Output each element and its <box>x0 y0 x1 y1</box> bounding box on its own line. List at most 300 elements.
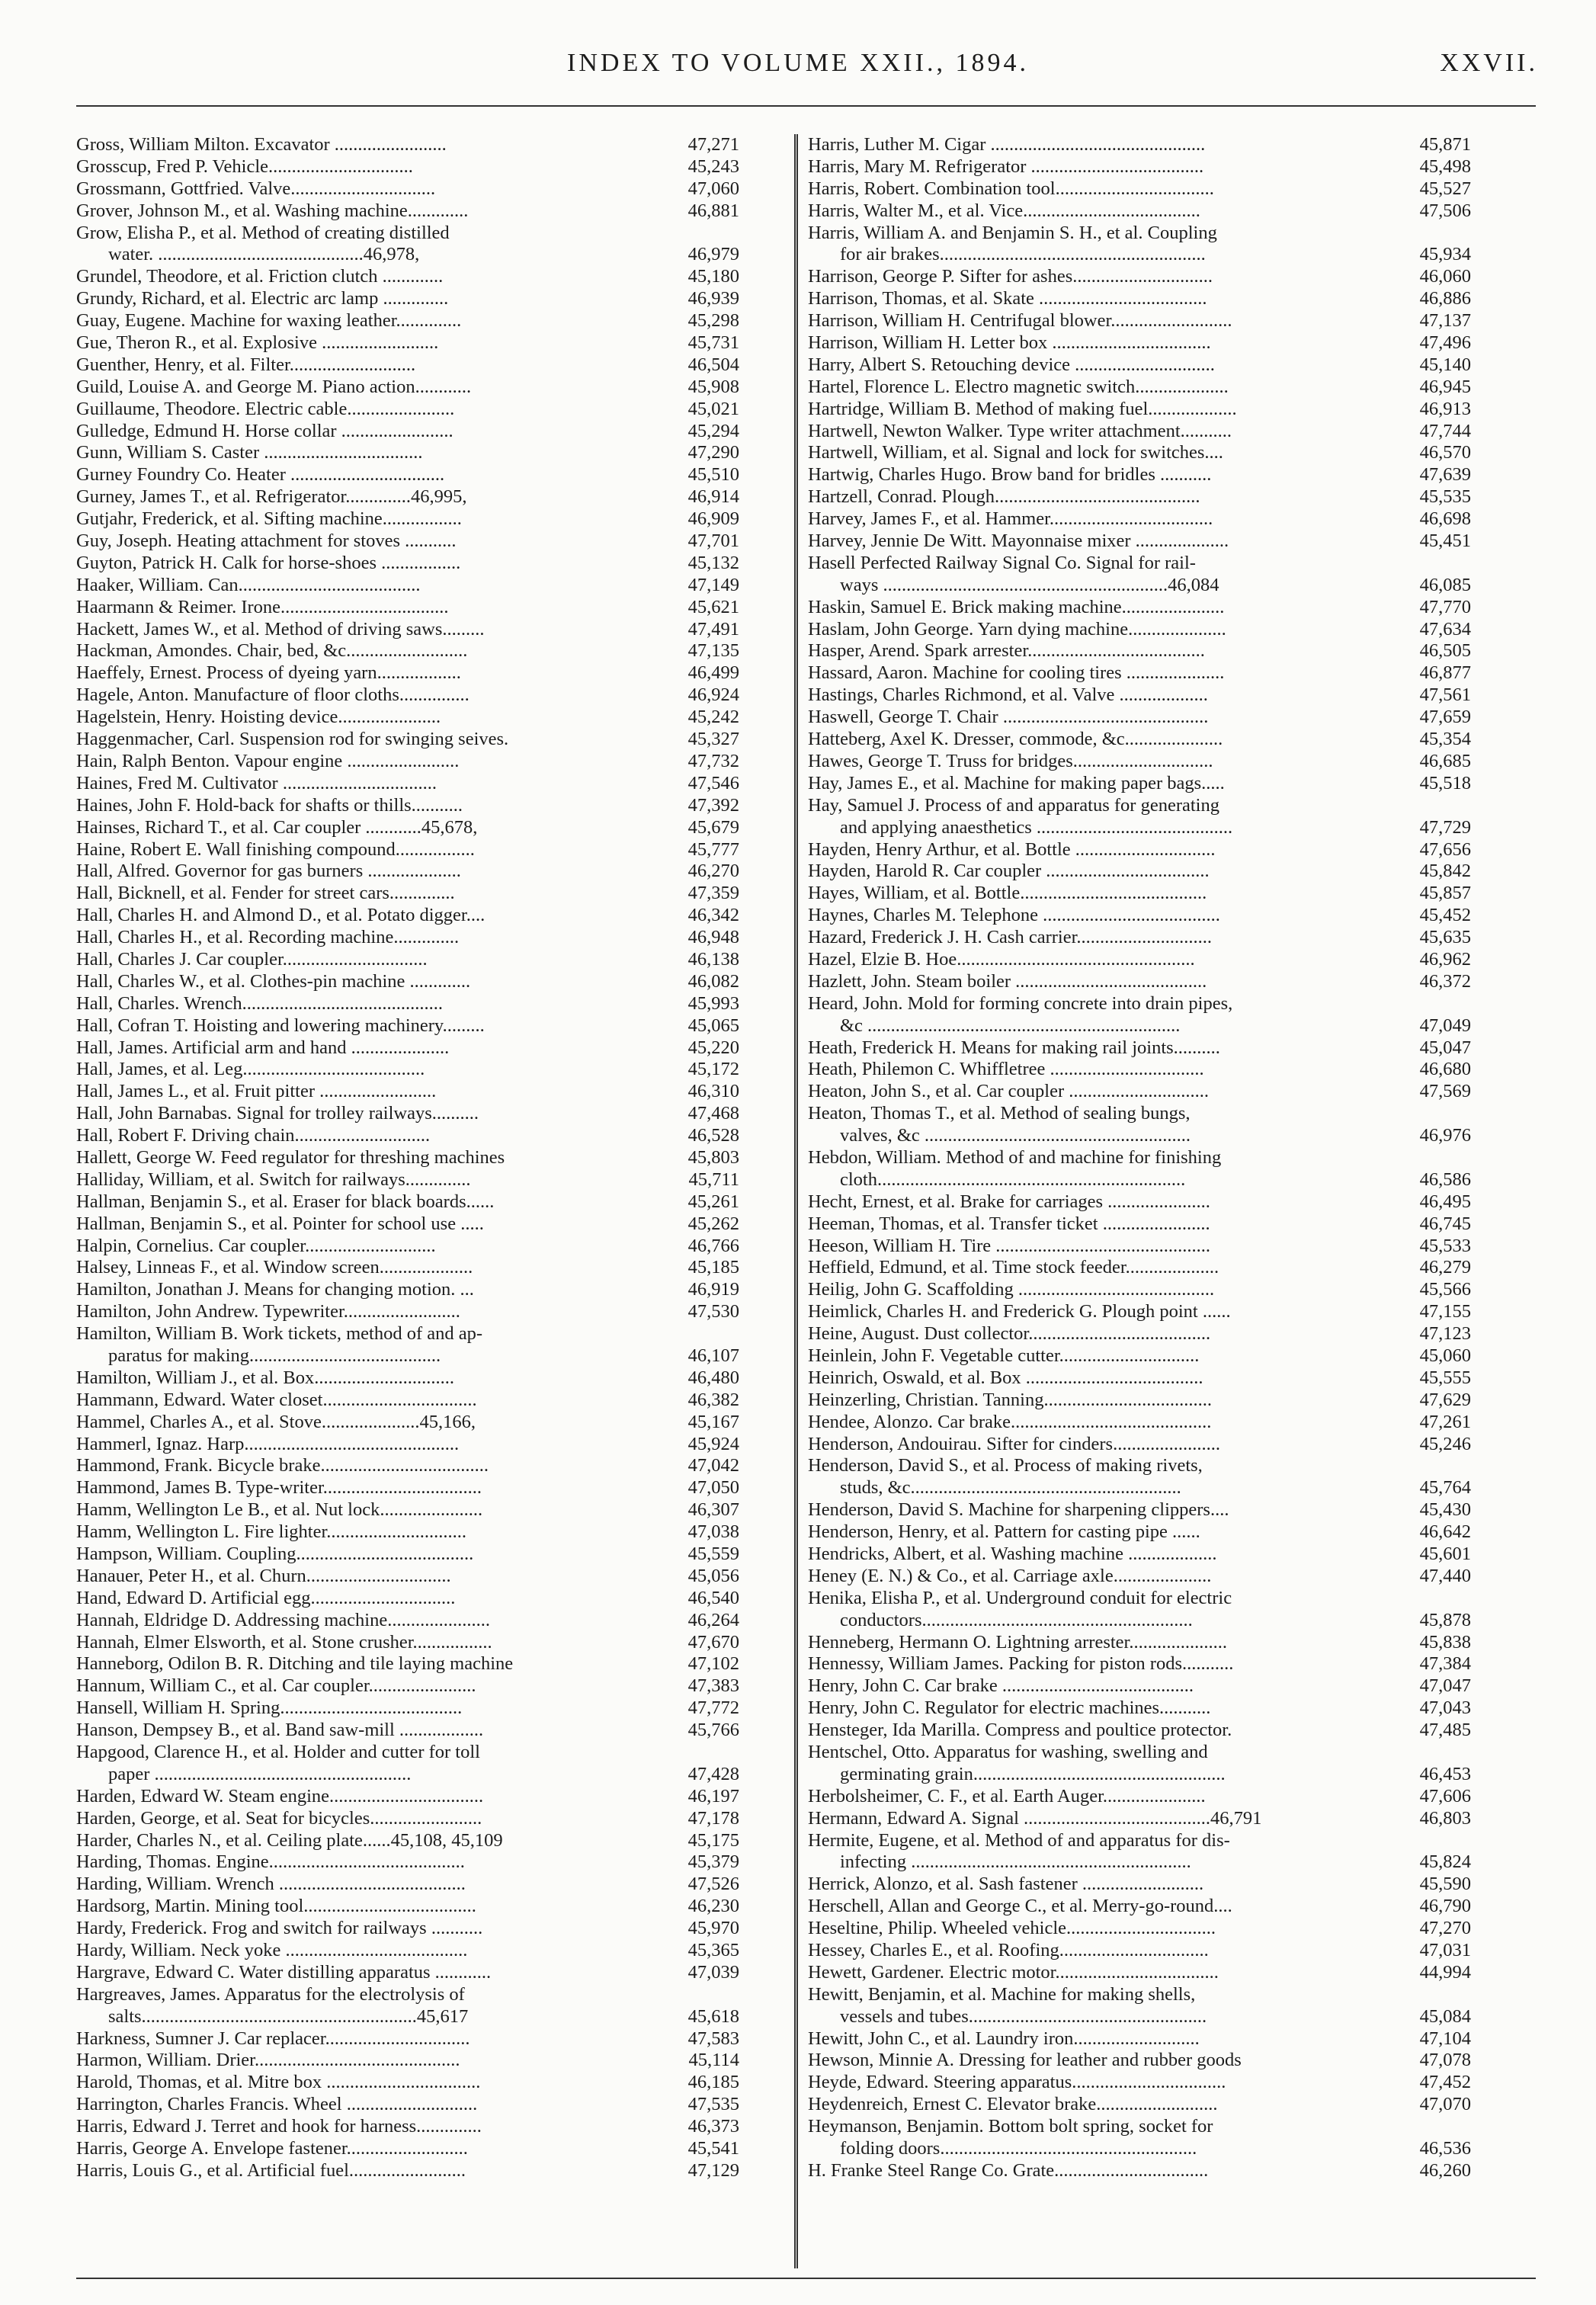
index-entry <box>808 156 1471 178</box>
patent-number: 45,711 <box>688 1169 739 1190</box>
patent-number: 45,452 <box>1419 905 1471 926</box>
patent-number: 45,261 <box>687 1191 739 1212</box>
entry-text: Hammerl, Ignaz. Harp.............................................. <box>76 1433 460 1454</box>
entry-text: Hagelstein, Henry. Hoisting device...................... <box>76 707 441 728</box>
entry-text: Henderson, Henry, et al. Pattern for casting pipe ...... <box>808 1521 1200 1543</box>
patent-number: 47,561 <box>1419 684 1471 706</box>
entry-text: water. ............................................46,978, <box>108 244 420 265</box>
index-entry <box>76 1081 739 1103</box>
entry-text: vessels and tubes................................................... <box>840 2005 1207 2027</box>
entry-text: Hagele, Anton. Manufacture of floor cloths............... <box>76 684 470 706</box>
index-entry <box>76 1851 739 1874</box>
index-entry <box>76 288 739 310</box>
index-entry <box>76 310 739 332</box>
index-entry <box>808 1390 1471 1412</box>
entry-text: Hayden, Harold R. Car coupler ................................... <box>808 861 1210 882</box>
patent-number: 47,535 <box>687 2094 739 2115</box>
index-entry <box>808 1059 1471 1081</box>
entry-text: Hall, Charles W., et al. Clothes-pin machine ............. <box>76 970 471 992</box>
entry-text: Henry, John C. Car brake ......................................... <box>808 1675 1194 1697</box>
patent-number: 45,590 <box>1419 1874 1471 1895</box>
index-entry <box>808 1851 1471 1874</box>
index-entry <box>808 905 1471 927</box>
index-entry <box>76 377 739 399</box>
entry-text: Hackman, Amondes. Chair, bed, &c.......................... <box>76 640 468 662</box>
patent-number: 47,452 <box>1419 2072 1471 2093</box>
entry-text: Harris, George A. Envelope fastener.......................... <box>76 2138 468 2159</box>
patent-number: 46,698 <box>1419 508 1471 530</box>
index-entry <box>808 883 1471 905</box>
entry-text: Hensteger, Ida Marilla. Compress and poultice protector. <box>808 1720 1232 1741</box>
patent-number: 45,327 <box>687 729 739 750</box>
entry-text: Henry, John C. Regulator for electric machines........... <box>808 1697 1211 1719</box>
column-divider <box>794 134 798 2268</box>
index-entry <box>808 1786 1471 1808</box>
entry-text: Gunn, William S. Caster .................................. <box>76 442 423 463</box>
index-entry <box>808 508 1471 531</box>
patent-number: 46,060 <box>1419 266 1471 287</box>
index-entry <box>76 1896 739 1918</box>
patent-number: 45,060 <box>1419 1345 1471 1366</box>
patent-number: 46,914 <box>687 486 739 508</box>
entry-text: Henneberg, Hermann O. Lightning arrester..................... <box>808 1631 1227 1653</box>
entry-text: Haggenmacher, Carl. Suspension rod for swinging seives. <box>76 729 509 750</box>
entry-text: Harder, Charles N., et al. Ceiling plate......45,108, 45,109 <box>76 1829 503 1851</box>
patent-number: 46,372 <box>1419 970 1471 992</box>
patent-number: 46,945 <box>1419 376 1471 397</box>
entry-text: salts...........................................................45,617 <box>108 2005 469 2027</box>
patent-number: 46,528 <box>687 1125 739 1146</box>
entry-text: Herbolsheimer, C. F., et al. Earth Auger...................... <box>808 1785 1206 1806</box>
entry-text: Harrison, George P. Sifter for ashes.............................. <box>808 266 1213 287</box>
index-entry <box>76 905 739 927</box>
patent-number: 47,392 <box>687 794 739 816</box>
patent-number: 46,976 <box>1419 1125 1471 1146</box>
page-number: XXVII. <box>1440 49 1538 77</box>
patent-number: 46,107 <box>687 1345 739 1366</box>
patent-number: 47,070 <box>1419 2094 1471 2115</box>
entry-text: Heinzerling, Christian. Tanning.................................... <box>808 1389 1212 1410</box>
index-entry <box>808 751 1471 773</box>
patent-number: 45,541 <box>687 2138 739 2159</box>
entry-text: Heard, John. Mold for forming concrete into drain pipes, <box>808 992 1233 1014</box>
patent-number: 45,242 <box>687 707 739 728</box>
patent-number: 45,934 <box>1419 244 1471 265</box>
entry-text: Hennessy, William James. Packing for piston rods........... <box>808 1653 1234 1675</box>
patent-number: 46,948 <box>687 927 739 948</box>
index-entry <box>76 993 739 1015</box>
entry-text: Gross, William Milton. Excavator ........................ <box>76 134 447 155</box>
entry-text: Haswell, George T. Chair ............................................ <box>808 707 1209 728</box>
index-entry <box>808 1675 1471 1697</box>
index-entry <box>76 2160 739 2182</box>
index-entry <box>808 1874 1471 1896</box>
patent-number: 44,994 <box>1419 1961 1471 1983</box>
entry-text: Heeman, Thomas, et al. Transfer ticket ....................... <box>808 1213 1210 1234</box>
index-entry <box>76 1786 739 1808</box>
index-entry <box>808 575 1471 597</box>
index-entry <box>808 1236 1471 1258</box>
entry-text: Hentschel, Otto. Apparatus for washing, swelling and <box>808 1742 1208 1763</box>
entry-text: Haeffely, Ernest. Process of dyeing yarn.................. <box>76 662 461 684</box>
entry-text: Heinlein, John F. Vegetable cutter.............................. <box>808 1345 1200 1366</box>
entry-text: Hanson, Dempsey B., et al. Band saw-mill .................. <box>76 1720 484 1741</box>
index-entry <box>808 927 1471 949</box>
patent-number: 45,354 <box>1419 729 1471 750</box>
entry-text: Grow, Elisha P., et al. Method of creating distilled <box>76 222 450 243</box>
index-entry <box>808 662 1471 684</box>
index-entry <box>76 1103 739 1125</box>
patent-number: 47,729 <box>1419 816 1471 838</box>
patent-number: 47,629 <box>1419 1389 1471 1410</box>
patent-number: 46,540 <box>687 1587 739 1608</box>
patent-number: 45,180 <box>687 266 739 287</box>
index-entry <box>76 223 739 245</box>
patent-number: 46,505 <box>1419 640 1471 662</box>
patent-number: 47,732 <box>687 750 739 771</box>
patent-number: 47,149 <box>687 574 739 595</box>
entry-text: Hall, John Barnabas. Signal for trolley railways.......... <box>76 1103 479 1124</box>
entry-text: Harden, George, et al. Seat for bicycles........................ <box>76 1807 482 1829</box>
entry-text: Hartwell, William, et al. Signal and lock for switches.... <box>808 442 1223 463</box>
entry-text: Haslam, John George. Yarn dying machine..................... <box>808 618 1226 640</box>
entry-text: Harris, Mary M. Refrigerator ..................................... <box>808 155 1204 177</box>
index-entry <box>76 1610 739 1632</box>
patent-number: 47,038 <box>687 1521 739 1543</box>
entry-text: Hampson, William. Coupling...................................... <box>76 1544 474 1564</box>
entry-text: Hamilton, Jonathan J. Means for changing motion. ... <box>76 1279 474 1300</box>
entry-text: Henderson, Andouirau. Sifter for cinders....................... <box>808 1433 1220 1454</box>
entry-text: Heffield, Edmund, et al. Time stock feeder.................... <box>808 1257 1219 1278</box>
entry-text: Harris, Louis G., et al. Artificial fuel......................... <box>76 2159 466 2181</box>
entry-text: Hall, Charles. Wrench........................................... <box>76 992 444 1014</box>
index-entry <box>76 1830 739 1852</box>
index-entry <box>808 1257 1471 1279</box>
patent-number: 46,745 <box>1419 1213 1471 1234</box>
index-entry <box>76 421 739 443</box>
entry-text: Hall, Alfred. Governor for gas burners .................... <box>76 861 461 882</box>
index-entry <box>808 1697 1471 1720</box>
entry-text: Hay, James E., et al. Machine for making paper bags..... <box>808 772 1225 793</box>
entry-text: folding doors....................................................... <box>840 2138 1197 2159</box>
index-entry <box>808 707 1471 729</box>
patent-number: 45,970 <box>687 1918 739 1939</box>
index-entry <box>76 464 739 486</box>
entry-text: H. Franke Steel Range Co. Grate................................. <box>808 2159 1209 2181</box>
patent-number: 46,924 <box>687 684 739 706</box>
patent-number: 45,451 <box>1419 531 1471 552</box>
entry-text: Hall, James, et al. Leg....................................... <box>76 1059 425 1080</box>
patent-number: 47,701 <box>687 531 739 552</box>
entry-text: Hasell Perfected Railway Signal Co. Signal for rail- <box>808 552 1196 573</box>
index-entry <box>76 1697 739 1720</box>
patent-number: 46,310 <box>687 1081 739 1102</box>
index-entry <box>808 354 1471 377</box>
patent-number: 45,559 <box>687 1544 739 1564</box>
index-entry <box>76 1521 739 1544</box>
entry-text: Hall, Robert F. Driving chain............................. <box>76 1125 431 1146</box>
entry-text: Hamm, Wellington L. Fire lighter.............................. <box>76 1521 467 1543</box>
index-entry <box>76 1455 739 1477</box>
index-entry <box>808 729 1471 751</box>
index-entry <box>76 1764 739 1786</box>
patent-number: 45,294 <box>687 420 739 441</box>
patent-number: 45,379 <box>687 1851 739 1873</box>
entry-text: Haskin, Samuel E. Brick making machine...................... <box>808 596 1225 617</box>
patent-number: 47,290 <box>687 442 739 463</box>
index-entry <box>808 619 1471 641</box>
entry-text: Herschell, Allan and George C., et al. Merry-go-round.... <box>808 1896 1232 1917</box>
patent-number: 47,137 <box>1419 310 1471 332</box>
patent-number: 46,082 <box>687 970 739 992</box>
index-entry <box>76 2116 739 2138</box>
entry-text: Hermite, Eugene, et al. Method of and apparatus for dis- <box>808 1829 1230 1851</box>
patent-number: 46,197 <box>687 1785 739 1806</box>
index-entry <box>76 508 739 531</box>
index-entry <box>808 795 1471 817</box>
patent-number: 47,506 <box>1419 200 1471 221</box>
patent-number: 47,042 <box>687 1455 739 1476</box>
index-entry <box>808 1279 1471 1301</box>
patent-number: 47,428 <box>687 1763 739 1784</box>
index-entry <box>76 1434 739 1456</box>
entry-text: Hargreaves, James. Apparatus for the electrolysis of <box>76 1983 465 2005</box>
index-entry <box>808 2138 1471 2160</box>
entry-text: Heath, Frederick H. Means for making rail joints.......... <box>808 1037 1220 1058</box>
patent-number: 47,744 <box>1419 420 1471 441</box>
patent-number: 45,535 <box>1419 486 1471 508</box>
index-entry <box>76 134 739 156</box>
patent-number: 46,909 <box>687 508 739 530</box>
index-entry <box>808 332 1471 354</box>
entry-text: Harrington, Charles Francis. Wheel ............................ <box>76 2094 478 2115</box>
index-entry <box>76 1213 739 1236</box>
patent-number: 45,635 <box>1419 927 1471 948</box>
patent-number: 45,566 <box>1419 1279 1471 1300</box>
entry-text: Harding, Thomas. Engine.......................................... <box>76 1851 465 1873</box>
index-entry <box>808 839 1471 861</box>
patent-number: 45,621 <box>687 596 739 617</box>
entry-text: Harmon, William. Drier............................................ <box>76 2050 460 2071</box>
index-column-left <box>76 134 739 2182</box>
entry-text: paper ....................................................... <box>108 1763 412 1784</box>
patent-number: 46,877 <box>1419 662 1471 684</box>
index-entry <box>808 1653 1471 1675</box>
patent-number: 47,271 <box>687 134 739 155</box>
index-entry <box>76 1940 739 1962</box>
entry-text: Hewitt, Benjamin, et al. Machine for making shells, <box>808 1983 1196 2005</box>
entry-text: Hecht, Ernest, et al. Brake for carriages ...................... <box>808 1191 1210 1212</box>
entry-text: Harrison, Thomas, et al. Skate .................................... <box>808 288 1207 309</box>
index-entry <box>808 1896 1471 1918</box>
index-entry <box>808 1720 1471 1742</box>
entry-text: Haines, John F. Hold-back for shafts or thills........... <box>76 794 463 816</box>
patent-number: 45,618 <box>687 2005 739 2027</box>
entry-text: Hall, James L., et al. Fruit pitter ......................... <box>76 1081 437 1102</box>
index-entry <box>76 1742 739 1764</box>
entry-text: Heimlick, Charles H. and Frederick G. Plough point ...... <box>808 1301 1231 1322</box>
index-entry <box>76 619 739 641</box>
patent-number: 45,430 <box>1419 1499 1471 1521</box>
index-entry <box>808 1521 1471 1544</box>
entry-text: Grundy, Richard, et al. Electric arc lamp .............. <box>76 288 449 309</box>
entry-text: Guy, Joseph. Heating attachment for stoves ........... <box>76 531 457 552</box>
patent-number: 46,790 <box>1419 1896 1471 1917</box>
patent-number: 45,498 <box>1419 155 1471 177</box>
index-entry <box>76 1236 739 1258</box>
entry-text: Hessey, Charles E., et al. Roofing................................ <box>808 1940 1209 1961</box>
index-entry <box>76 1720 739 1742</box>
patent-number: 47,440 <box>1419 1565 1471 1586</box>
index-entry <box>76 839 739 861</box>
index-entry <box>76 332 739 354</box>
index-entry <box>76 1874 739 1896</box>
patent-number: 45,220 <box>687 1037 739 1058</box>
index-entry <box>808 1918 1471 1940</box>
index-entry <box>808 134 1471 156</box>
index-entry <box>808 2006 1471 2028</box>
patent-number: 45,842 <box>1419 861 1471 882</box>
index-entry <box>76 178 739 200</box>
entry-text: Hansell, William H. Spring....................................... <box>76 1697 463 1719</box>
index-entry <box>76 1962 739 1984</box>
patent-number: 45,140 <box>1419 354 1471 375</box>
entry-text: Harris, Walter M., et al. Vice...................................... <box>808 200 1200 221</box>
index-entry <box>808 2072 1471 2094</box>
patent-number: 47,583 <box>687 2028 739 2049</box>
patent-number: 45,114 <box>688 2050 739 2071</box>
entry-text: Hartridge, William B. Method of making fuel................... <box>808 398 1237 419</box>
index-entry <box>76 971 739 993</box>
index-entry <box>76 200 739 223</box>
patent-number: 47,496 <box>1419 332 1471 354</box>
entry-text: Hazard, Frederick J. H. Cash carrier............................. <box>808 927 1213 948</box>
index-entry <box>808 1169 1471 1191</box>
patent-number: 46,939 <box>687 288 739 309</box>
entry-text: Hermann, Edward A. Signal ........................................46,791 <box>808 1807 1262 1829</box>
index-entry <box>808 1015 1471 1037</box>
entry-text: Hainses, Richard T., et al. Car coupler ............45,678, <box>76 816 478 838</box>
entry-text: Gurney, James T., et al. Refrigerator..............46,995, <box>76 486 467 508</box>
index-entry <box>76 2006 739 2028</box>
index-entry <box>76 817 739 839</box>
entry-text: Hay, Samuel J. Process of and apparatus for generating <box>808 794 1219 816</box>
entry-text: Hartel, Florence L. Electro magnetic switch.................... <box>808 376 1229 397</box>
entry-text: Hallman, Benjamin S., et al. Pointer for school use ..... <box>76 1213 484 1234</box>
index-entry <box>808 223 1471 245</box>
entry-text: ways .............................................................46,084 <box>840 574 1219 595</box>
index-entry <box>76 1653 739 1675</box>
patent-number: 46,803 <box>1419 1807 1471 1829</box>
patent-number: 46,913 <box>1419 398 1471 419</box>
entry-text: Hawes, George T. Truss for bridges.............................. <box>808 750 1213 771</box>
patent-number: 45,021 <box>687 398 739 419</box>
patent-number: 45,298 <box>687 310 739 332</box>
entry-text: Hall, Cofran T. Hoisting and lowering machinery......... <box>76 1015 485 1036</box>
entry-text: and applying anaesthetics .......................................... <box>840 816 1233 838</box>
index-entry <box>76 1147 739 1169</box>
index-entry <box>808 773 1471 795</box>
patent-number: 47,772 <box>687 1697 739 1719</box>
patent-number: 47,530 <box>687 1301 739 1322</box>
entry-text: Hazel, Elzie B. Hoe................................................... <box>808 948 1195 970</box>
index-entry <box>76 1566 739 1588</box>
entry-text: Hapgood, Clarence H., et al. Holder and cutter for toll <box>76 1742 480 1763</box>
patent-number: 47,102 <box>687 1653 739 1675</box>
patent-number: 45,167 <box>687 1411 739 1432</box>
entry-text: Harrison, William H. Letter box .................................. <box>808 332 1211 354</box>
index-entry <box>76 1125 739 1147</box>
index-entry <box>76 1808 739 1830</box>
entry-text: Heeson, William H. Tire .............................................. <box>808 1235 1211 1256</box>
patent-number: 45,527 <box>1419 178 1471 199</box>
patent-number: 47,656 <box>1419 838 1471 860</box>
index-entry <box>76 1169 739 1191</box>
index-entry <box>808 1037 1471 1060</box>
index-entry <box>808 1367 1471 1390</box>
entry-text: Hain, Ralph Benton. Vapour engine ........................ <box>76 750 460 771</box>
entry-text: Heaton, John S., et al. Car coupler .............................. <box>808 1081 1209 1102</box>
patent-number: 46,685 <box>1419 750 1471 771</box>
entry-text: Hardy, William. Neck yoke ....................................... <box>76 1940 468 1961</box>
patent-number: 47,031 <box>1419 1940 1471 1961</box>
entry-text: Hebdon, William. Method of and machine for finishing <box>808 1146 1222 1168</box>
patent-number: 45,777 <box>687 838 739 860</box>
index-entry <box>808 1984 1471 2006</box>
footer-rule <box>76 2278 1536 2279</box>
index-entry <box>808 684 1471 707</box>
patent-number: 47,468 <box>687 1103 739 1124</box>
index-entry <box>76 1015 739 1037</box>
patent-number: 45,065 <box>687 1015 739 1036</box>
entry-text: Hendee, Alonzo. Car brake........................................... <box>808 1411 1212 1432</box>
entry-text: Hanauer, Peter H., et al. Churn............................... <box>76 1565 451 1586</box>
entry-text: Hardsorg, Martin. Mining tool..................................... <box>76 1896 476 1917</box>
entry-text: Hargrave, Edward C. Water distilling apparatus ............ <box>76 1961 492 1983</box>
patent-number: 46,919 <box>687 1279 739 1300</box>
index-entry <box>76 1279 739 1301</box>
entry-text: Henika, Elisha P., et al. Underground conduit for electric <box>808 1587 1232 1608</box>
patent-number: 46,453 <box>1419 1763 1471 1784</box>
patent-number: 46,504 <box>687 354 739 375</box>
index-entry <box>76 1301 739 1323</box>
index-entry <box>808 553 1471 575</box>
index-entry <box>808 993 1471 1015</box>
index-entry <box>76 861 739 883</box>
entry-text: Gurney Foundry Co. Heater ................................. <box>76 464 445 486</box>
page-title: INDEX TO VOLUME XXII., 1894. <box>567 49 1029 77</box>
entry-text: conductors.......................................................... <box>840 1609 1193 1630</box>
entry-text: Harrison, William H. Centrifugal blower.......................... <box>808 310 1232 332</box>
patent-number: 47,485 <box>1419 1720 1471 1741</box>
patent-number: 46,886 <box>1419 288 1471 309</box>
index-entry <box>808 1301 1471 1323</box>
entry-text: Gulledge, Edmund H. Horse collar ........................ <box>76 420 453 441</box>
index-entry <box>808 2160 1471 2182</box>
entry-text: Grosscup, Fred P. Vehicle............................... <box>76 155 413 177</box>
index-entry <box>76 2138 739 2160</box>
index-entry <box>76 575 739 597</box>
patent-number: 47,639 <box>1419 464 1471 486</box>
index-entry <box>808 1213 1471 1236</box>
index-entry <box>76 729 739 751</box>
entry-text: Heilig, John G. Scaffolding .......................................... <box>808 1279 1215 1300</box>
entry-text: Harris, Luther M. Cigar .............................................. <box>808 134 1206 155</box>
patent-number: 45,518 <box>1419 772 1471 793</box>
index-entry <box>76 1412 739 1434</box>
patent-number: 45,262 <box>687 1213 739 1234</box>
patent-number: 45,172 <box>687 1059 739 1080</box>
